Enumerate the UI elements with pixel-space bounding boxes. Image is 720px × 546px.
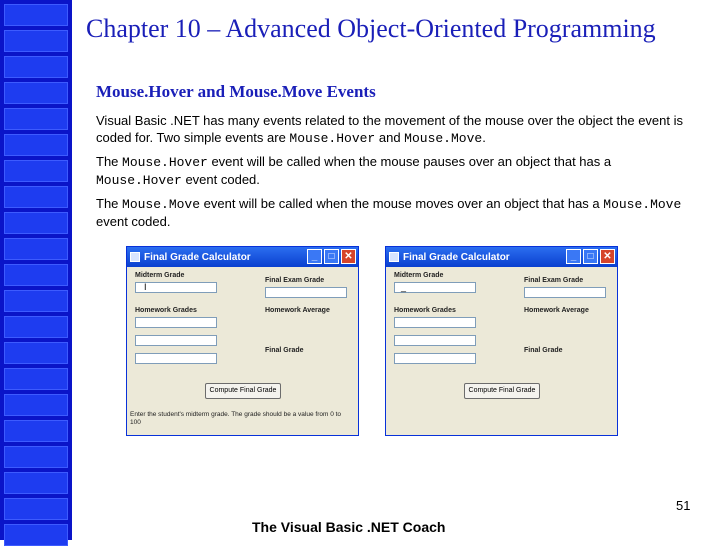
sidebar-tile xyxy=(4,394,68,416)
final-exam-label: Final Exam Grade xyxy=(524,277,584,284)
homework-average-label: Homework Average xyxy=(524,307,589,314)
sidebar-tile xyxy=(4,472,68,494)
homework-input-3[interactable] xyxy=(135,353,217,364)
midterm-input[interactable] xyxy=(394,282,476,293)
paragraph-move: The Mouse.Move event will be called when the mouse moves over an object that has a Mouse.Move event coded. xyxy=(96,196,682,229)
sidebar-tile xyxy=(4,446,68,468)
final-exam-label: Final Exam Grade xyxy=(265,277,325,284)
midterm-label: Midterm Grade xyxy=(135,272,185,279)
homework-input-2[interactable] xyxy=(394,335,476,346)
window-title: Final Grade Calculator xyxy=(403,251,510,263)
homework-average-label: Homework Average xyxy=(265,307,330,314)
code-mouse-move: Mouse.Move xyxy=(404,131,483,146)
sidebar-tile xyxy=(4,56,68,78)
paragraph-hover: The Mouse.Hover event will be called when the mouse pauses over an object that has a Mouse.Hover event coded. xyxy=(96,154,612,188)
sidebar-tile xyxy=(4,4,68,26)
code-mouse-move: Mouse.Move xyxy=(603,197,682,212)
final-exam-input[interactable] xyxy=(524,287,606,298)
sidebar-tile xyxy=(4,108,68,130)
text-cursor-icon: I xyxy=(144,282,147,292)
midterm-input[interactable] xyxy=(135,282,217,293)
slide-subtitle: Mouse.Hover and Mouse.Move Events xyxy=(96,82,376,101)
homework-input-3[interactable] xyxy=(394,353,476,364)
sidebar-tile xyxy=(4,290,68,312)
midterm-label: Midterm Grade xyxy=(394,272,444,279)
code-mouse-move: Mouse.Move xyxy=(122,197,201,212)
code-mouse-hover: Mouse.Hover xyxy=(96,173,182,188)
slide-footer: The Visual Basic .NET Coach xyxy=(252,519,446,535)
sidebar-tile xyxy=(4,264,68,286)
grade-calculator-window-hover xyxy=(126,246,359,436)
slide-number: 51 xyxy=(676,498,691,513)
compute-final-grade-button[interactable]: Compute Final Grade xyxy=(464,383,540,399)
compute-final-grade-button[interactable]: Compute Final Grade xyxy=(205,383,281,399)
grade-calculator-window-move xyxy=(385,246,618,436)
sidebar-tile xyxy=(4,212,68,234)
close-button[interactable]: ✕ xyxy=(341,249,356,264)
text-cursor-icon: _ xyxy=(401,282,407,292)
final-exam-input[interactable] xyxy=(265,287,347,298)
homework-input-1[interactable] xyxy=(135,317,217,328)
window-title: Final Grade Calculator xyxy=(144,251,251,263)
close-button[interactable]: ✕ xyxy=(600,249,615,264)
sidebar-tile xyxy=(4,342,68,364)
sidebar-tile xyxy=(4,82,68,104)
sidebar-tile xyxy=(4,160,68,182)
window-titlebar xyxy=(127,247,358,267)
final-grade-label: Final Grade xyxy=(524,347,563,354)
app-icon xyxy=(389,252,399,262)
maximize-button[interactable]: □ xyxy=(583,249,598,264)
code-mouse-hover: Mouse.Hover xyxy=(122,155,208,170)
sidebar-tile xyxy=(4,498,68,520)
homework-label: Homework Grades xyxy=(394,307,456,314)
sidebar-tile xyxy=(4,134,68,156)
code-mouse-hover: Mouse.Hover xyxy=(289,131,376,146)
maximize-button[interactable]: □ xyxy=(324,249,339,264)
app-icon xyxy=(130,252,140,262)
homework-input-2[interactable] xyxy=(135,335,217,346)
sidebar-tile xyxy=(4,316,68,338)
paragraph-intro: Visual Basic .NET has many events related to the movement of the mouse over the object the event is coded for. Two simple events are Mouse.Hover and Mouse.Move. xyxy=(96,113,683,146)
slide-title: Chapter 10 – Advanced Object-Oriented Programming xyxy=(86,14,656,43)
sidebar-tile xyxy=(4,524,68,546)
minimize-button[interactable]: _ xyxy=(566,249,581,264)
sidebar-tile xyxy=(4,238,68,260)
sidebar-decoration xyxy=(0,0,72,540)
window-titlebar xyxy=(386,247,617,267)
sidebar-tile xyxy=(4,30,68,52)
sidebar-tile xyxy=(4,186,68,208)
sidebar-tile xyxy=(4,368,68,390)
final-grade-label: Final Grade xyxy=(265,347,304,354)
homework-label: Homework Grades xyxy=(135,307,197,314)
homework-input-1[interactable] xyxy=(394,317,476,328)
sidebar-tile xyxy=(4,420,68,442)
status-text: Enter the student's midterm grade. The grade should be a value from 0 to 100 xyxy=(130,411,342,426)
minimize-button[interactable]: _ xyxy=(307,249,322,264)
